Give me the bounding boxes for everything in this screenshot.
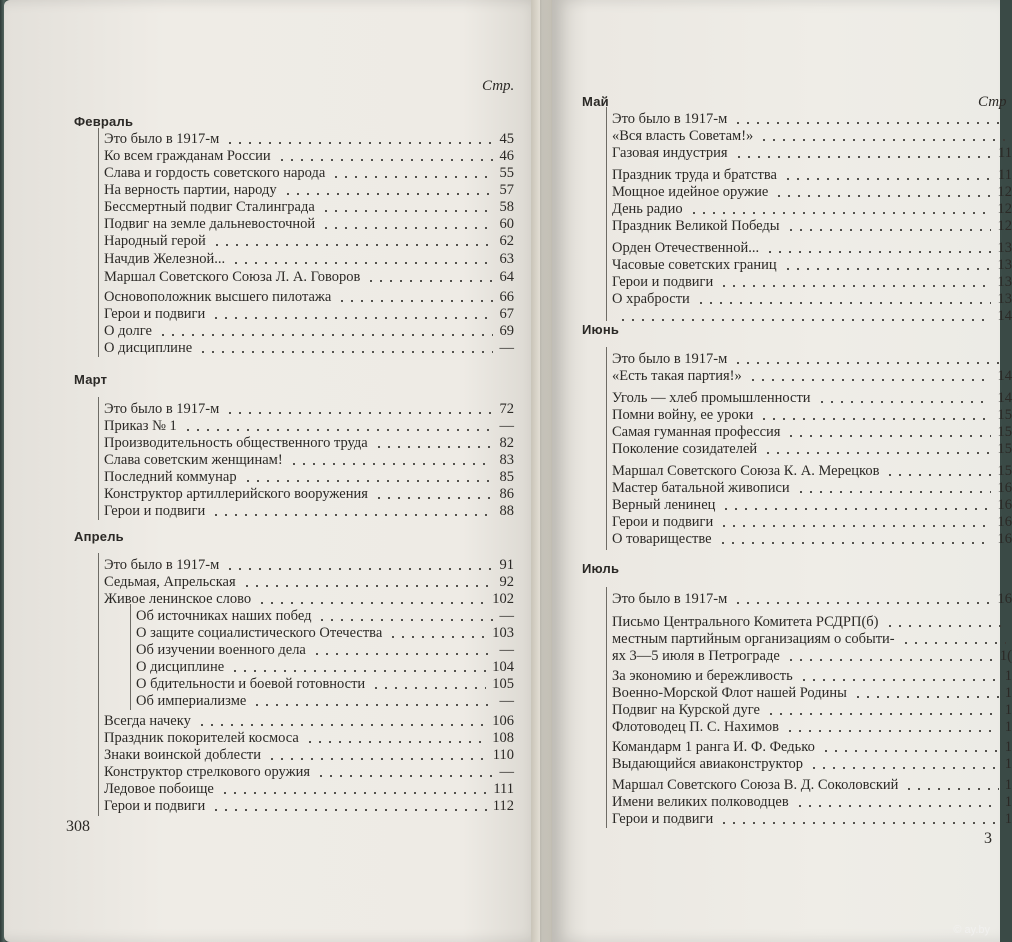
toc-entry-title: Бессмертный подвиг Сталинграда (104, 199, 315, 215)
dot-leader (225, 412, 493, 414)
toc-entry-title: День радио (612, 201, 683, 217)
dot-leader (366, 280, 493, 282)
dot-leader (374, 446, 493, 448)
toc-entry-page: 82 (499, 435, 514, 451)
toc-entry-title: Подвиг на Курской дуге (612, 702, 760, 718)
toc-entry-page: 63 (499, 251, 514, 267)
toc-entry-title: Седьмая, Апрельская (104, 574, 236, 590)
toc-entry-title: Маршал Советского Союза К. А. Мерецков (612, 463, 880, 479)
toc-entry-page: 111 (493, 781, 514, 797)
dot-leader (795, 805, 999, 807)
toc-entry (104, 729, 514, 747)
toc-entry (612, 200, 1012, 218)
toc-entry-page: — (499, 608, 514, 624)
toc-entry-page: 13 (997, 274, 1012, 290)
toc-entry (136, 607, 514, 625)
toc-entry-title: ях 3—5 июля в Петрограде (612, 648, 780, 664)
toc-entry-page: 91 (499, 557, 514, 573)
toc-entry-title: Это было в 1917-м (104, 557, 220, 573)
toc-entry-title: Праздник покорителей космоса (104, 730, 299, 746)
toc-entry (136, 675, 514, 693)
left-page (4, 0, 544, 942)
dot-leader (733, 602, 991, 604)
toc-entry (104, 451, 514, 469)
toc-entry-page: 57 (499, 182, 514, 198)
dot-leader (257, 602, 486, 604)
toc-entry (104, 712, 514, 730)
toc-entry-title: О товариществе (612, 531, 712, 547)
toc-entry-page: 12 (997, 218, 1012, 234)
toc-entry (104, 250, 514, 268)
toc-entry (104, 502, 514, 520)
toc-entry (612, 350, 1012, 368)
toc-entry (104, 746, 514, 764)
toc-entry-title: Всегда начеку (104, 713, 191, 729)
toc-entry-title: Основоположник высшего пилотажа (104, 289, 332, 305)
toc-entry (612, 367, 1012, 385)
dot-leader (763, 452, 991, 454)
toc-entry-page: 58 (499, 199, 514, 215)
toc-bracket-line (98, 397, 99, 520)
toc-entry-page: 1 (1004, 719, 1012, 735)
toc-entry-page: 64 (499, 269, 514, 285)
toc-entry-page: 110 (492, 747, 514, 763)
dot-leader (766, 713, 999, 715)
toc-entry-page: 15 (997, 463, 1012, 479)
toc-entry-title: За экономию и бережливость (612, 668, 793, 684)
toc-entry-page: 1 (1004, 702, 1012, 718)
dot-leader (786, 229, 991, 231)
toc-entry-title: О дисциплине (104, 340, 193, 356)
left-page-number: 308 (66, 818, 90, 835)
toc-entry (612, 166, 1012, 184)
dot-leader (198, 351, 493, 353)
toc-entry (612, 667, 1012, 685)
dot-leader (212, 244, 493, 246)
dot-leader (371, 687, 486, 689)
toc-entry-title: О долге (104, 323, 152, 339)
month-heading: Февраль (74, 114, 134, 129)
toc-entry-title: «Вся власть Советам!» (612, 128, 754, 144)
dot-leader (242, 585, 493, 587)
toc-entry (612, 647, 1012, 665)
toc-entry-page: 1 (1004, 756, 1012, 772)
toc-entry (104, 232, 514, 250)
dot-leader (786, 435, 991, 437)
toc-entry-page: 13 (997, 240, 1012, 256)
dot-leader (719, 525, 991, 527)
toc-entry-title: Герои и подвиги (612, 274, 714, 290)
toc-entry-title: Мастер батальной живописи (612, 480, 790, 496)
month-heading: Май (582, 94, 609, 109)
dot-leader (821, 750, 999, 752)
dot-leader (283, 193, 493, 195)
toc-entry-title: Конструктор стрелкового оружия (104, 764, 311, 780)
toc-entry (612, 256, 1012, 274)
toc-entry (104, 763, 514, 781)
toc-entry-page: 45 (499, 131, 514, 147)
toc-entry-title: Герои и подвиги (104, 503, 206, 519)
toc-entry-page: 106 (492, 713, 514, 729)
toc-entry-title: Письмо Центрального Комитета РСДРП(б) (612, 614, 879, 630)
toc-bracket-line (606, 587, 607, 828)
toc-entry (612, 290, 1012, 308)
dot-leader (243, 480, 493, 482)
toc-entry-title: Флотоводец П. С. Нахимов (612, 719, 780, 735)
month-heading: Июль (582, 561, 620, 576)
toc-entry (612, 144, 1012, 162)
toc-entry-title: Начдив Железной... (104, 251, 226, 267)
toc-entry (104, 400, 514, 418)
toc-entry-page: 14 (997, 308, 1012, 324)
dot-leader (277, 159, 493, 161)
toc-entry (612, 183, 1012, 201)
dot-leader (799, 679, 999, 681)
toc-entry-page: 102 (492, 591, 514, 607)
toc-entry-title: Это было в 1917-м (612, 591, 728, 607)
toc-entry-page: — (499, 418, 514, 434)
dot-leader (817, 401, 991, 403)
toc-entry (612, 462, 1012, 480)
column-label-str: Стр. (482, 78, 515, 94)
dot-leader (721, 508, 991, 510)
dot-leader (696, 302, 991, 304)
toc-entry (104, 198, 514, 216)
toc-entry (104, 556, 514, 574)
toc-entry (136, 624, 514, 642)
toc-entry-title: Уголь — хлеб промышленности (612, 390, 811, 406)
dot-leader (786, 659, 994, 661)
toc-entry-title: местным партийным организациям о событи- (612, 631, 895, 647)
toc-entry-title: Об изучении военного дела (136, 642, 306, 658)
toc-entry (612, 239, 1012, 257)
dot-leader (718, 542, 991, 544)
dot-leader (321, 210, 493, 212)
toc-entry (612, 810, 1012, 828)
toc-entry-title: Это было в 1917-м (612, 111, 728, 127)
toc-entry-page: 13 (997, 291, 1012, 307)
toc-entry-page: — (499, 340, 514, 356)
month-heading: Апрель (74, 529, 124, 544)
toc-entry (104, 339, 514, 357)
toc-entry (612, 406, 1012, 424)
toc-bracket-line (98, 553, 99, 816)
dot-leader (783, 268, 991, 270)
toc-entry-page: 103 (492, 625, 514, 641)
toc-entry-title: Слава советским женщинам! (104, 452, 283, 468)
right-page-number: 3 (984, 830, 992, 847)
toc-entry (104, 590, 514, 608)
dot-leader (305, 741, 486, 743)
dot-leader (796, 491, 991, 493)
toc-entry (612, 307, 1012, 325)
toc-entry-title: Об империализме (136, 693, 247, 709)
toc-entry (612, 613, 1012, 631)
column-label-str-right: Стр (978, 94, 1007, 110)
dot-leader (853, 696, 999, 698)
toc-entry (612, 513, 1012, 531)
toc-entry (612, 273, 1012, 291)
dot-leader (901, 642, 1006, 644)
toc-entry-title: Герои и подвиги (104, 798, 206, 814)
toc-entry-title: Маршал Советского Союза Л. А. Говоров (104, 269, 361, 285)
dot-leader (211, 514, 493, 516)
toc-entry-title: Подвиг на земле дальневосточной (104, 216, 316, 232)
dot-leader (211, 809, 487, 811)
toc-bracket-line (606, 347, 607, 550)
toc-entry-title: Праздник труда и братства (612, 167, 777, 183)
toc-entry-page: 108 (492, 730, 514, 746)
dot-leader (289, 463, 493, 465)
toc-entry-page: 83 (499, 452, 514, 468)
watermark: © ay.by (953, 924, 990, 936)
dot-leader (783, 178, 992, 180)
dot-leader (885, 474, 991, 476)
toc-bracket-line (130, 604, 131, 710)
toc-entry (612, 776, 1012, 794)
dot-leader (774, 195, 991, 197)
toc-entry-page: 14 (997, 368, 1012, 384)
toc-entry-title: Это было в 1917-м (104, 401, 220, 417)
toc-entry (104, 797, 514, 815)
toc-entry-page: 16 (997, 514, 1012, 530)
toc-entry (612, 630, 1012, 648)
month-heading: Март (74, 372, 108, 387)
toc-entry (136, 692, 514, 710)
dot-leader (225, 142, 493, 144)
toc-entry-page: 1 (1004, 685, 1012, 701)
toc-entry-page: 1 (1004, 794, 1012, 810)
toc-entry-title: О храбрости (612, 291, 690, 307)
toc-entry-title: Часовые советских границ (612, 257, 777, 273)
dot-leader (183, 429, 493, 431)
toc-bracket-line (98, 128, 99, 357)
dot-leader (267, 758, 487, 760)
toc-entry-page: 15 (997, 407, 1012, 423)
dot-leader (158, 334, 493, 336)
toc-entry (104, 305, 514, 323)
dot-leader (316, 775, 493, 777)
toc-entry-title: Это было в 1917-м (104, 131, 220, 147)
toc-entry-title: Имени великих полководцев (612, 794, 789, 810)
toc-entry (104, 288, 514, 306)
toc-entry-page: 12 (997, 184, 1012, 200)
toc-entry-title: Маршал Советского Союза В. Д. Соколовский (612, 777, 899, 793)
toc-entry-page: 67 (499, 306, 514, 322)
toc-entry-page: 15 (997, 441, 1012, 457)
toc-entry-page: 86 (499, 486, 514, 502)
toc-entry-title: Помни войну, ее уроки (612, 407, 754, 423)
toc-entry (612, 127, 1012, 145)
dot-leader (689, 212, 991, 214)
dot-leader (317, 619, 493, 621)
toc-entry (104, 268, 514, 286)
toc-entry-title: Ледовое побоище (104, 781, 214, 797)
toc-entry-title: Герои и подвиги (104, 306, 206, 322)
toc-entry-page: 66 (499, 289, 514, 305)
toc-entry-title: Газовая индустрия (612, 145, 728, 161)
dot-leader (719, 285, 991, 287)
dot-leader (748, 379, 991, 381)
toc-entry-page: 104 (492, 659, 514, 675)
toc-entry (612, 718, 1012, 736)
dot-leader (331, 176, 493, 178)
toc-entry-title: Ко всем гражданам России (104, 148, 271, 164)
toc-entry-title: Приказ № 1 (104, 418, 177, 434)
dot-leader (809, 767, 999, 769)
toc-entry-title: О бдительности и боевой готовности (136, 676, 366, 692)
toc-entry (612, 479, 1012, 497)
dot-leader (220, 792, 487, 794)
toc-entry-title: Верный ленинец (612, 497, 716, 513)
toc-entry-page: 1 (1004, 668, 1012, 684)
dot-leader (765, 251, 991, 253)
toc-entry (612, 110, 1012, 128)
toc-entry (136, 658, 514, 676)
toc-entry-title: На верность партии, народу (104, 182, 277, 198)
toc-entry (612, 496, 1012, 514)
toc-entry-page: 92 (499, 574, 514, 590)
toc-entry-page: 16 (997, 591, 1012, 607)
dot-leader (785, 730, 999, 732)
dot-leader (733, 362, 1006, 364)
toc-entry-page: 14 (997, 390, 1012, 406)
dot-leader (885, 625, 1006, 627)
dot-leader (759, 418, 991, 420)
toc-entry (612, 440, 1012, 458)
toc-entry (612, 530, 1012, 548)
toc-entry (612, 423, 1012, 441)
toc-entry (104, 780, 514, 798)
toc-entry-title: Живое ленинское слово (104, 591, 252, 607)
right-page (552, 0, 1012, 942)
dot-leader (197, 724, 486, 726)
toc-entry-page: 55 (499, 165, 514, 181)
toc-entry (612, 217, 1012, 235)
toc-entry-page: — (499, 642, 514, 658)
toc-entry (104, 164, 514, 182)
toc-entry-page: 16 (997, 531, 1012, 547)
toc-entry-title: Слава и гордость советского народа (104, 165, 326, 181)
toc-entry-page: — (499, 764, 514, 780)
toc-entry (104, 181, 514, 199)
toc-entry-title: Народный герой (104, 233, 206, 249)
toc-entry (104, 573, 514, 591)
month-heading: Июнь (582, 322, 620, 337)
toc-entry-title: Военно-Морской Флот нашей Родины (612, 685, 847, 701)
toc-entry-title: Выдающийся авиаконструктор (612, 756, 804, 772)
toc-entry-title: Знаки воинской доблести (104, 747, 261, 763)
dot-leader (733, 122, 1006, 124)
toc-entry (612, 684, 1012, 702)
toc-entry-title: Последний коммунар (104, 469, 237, 485)
toc-entry-page: — (499, 693, 514, 709)
dot-leader (231, 262, 493, 264)
toc-entry-page: 112 (492, 798, 514, 814)
dot-leader (211, 317, 493, 319)
toc-entry-title: Производительность общественного труда (104, 435, 368, 451)
dot-leader (230, 670, 486, 672)
toc-entry-title: Орден Отечественной... (612, 240, 760, 256)
toc-entry-page: 46 (499, 148, 514, 164)
dot-leader (759, 139, 1006, 141)
dot-leader (618, 319, 991, 321)
dot-leader (252, 704, 493, 706)
toc-entry-page: 1( (999, 648, 1012, 664)
dot-leader (337, 300, 493, 302)
dot-leader (734, 156, 992, 158)
toc-entry-title: Командарм 1 ранга И. Ф. Федько (612, 739, 815, 755)
dot-leader (374, 497, 493, 499)
toc-entry-title: Герои и подвиги (612, 514, 714, 530)
toc-entry-page: 69 (499, 323, 514, 339)
toc-entry-page: 60 (499, 216, 514, 232)
toc-entry-title: Самая гуманная профессия (612, 424, 781, 440)
toc-entry-title: О дисциплине (136, 659, 225, 675)
toc-entry-page: 13 (997, 257, 1012, 273)
toc-entry-page: 16 (997, 497, 1012, 513)
toc-entry (104, 434, 514, 452)
toc-entry (612, 590, 1012, 608)
toc-entry (104, 130, 514, 148)
toc-entry (136, 641, 514, 659)
toc-entry-page: 72 (499, 401, 514, 417)
toc-entry-title: Это было в 1917-м (612, 351, 728, 367)
toc-entry-page: 85 (499, 469, 514, 485)
toc-entry (104, 322, 514, 340)
toc-entry-page: 15 (997, 424, 1012, 440)
toc-entry-title: Праздник Великой Победы (612, 218, 780, 234)
toc-entry-page: 11 (998, 145, 1012, 161)
toc-entry (104, 417, 514, 435)
toc-entry-page: 12 (997, 201, 1012, 217)
toc-entry-title: «Есть такая партия!» (612, 368, 742, 384)
dot-leader (904, 788, 999, 790)
toc-entry (612, 738, 1012, 756)
toc-entry (104, 147, 514, 165)
toc-entry (104, 215, 514, 233)
toc-entry-title: Поколение созидателей (612, 441, 758, 457)
toc-entry-page: 1 (1004, 777, 1012, 793)
toc-entry-page: 11 (998, 167, 1012, 183)
toc-entry-page: 16 (997, 480, 1012, 496)
toc-entry-title: Герои и подвиги (612, 811, 714, 827)
toc-entry-page: 62 (499, 233, 514, 249)
toc-entry (612, 793, 1012, 811)
dot-leader (312, 653, 493, 655)
toc-entry-title: Об источниках наших побед (136, 608, 312, 624)
dot-leader (388, 636, 486, 638)
toc-entry-title: Мощное идейное оружие (612, 184, 769, 200)
toc-entry (104, 468, 514, 486)
toc-entry (612, 755, 1012, 773)
toc-bracket-line (606, 107, 607, 321)
dot-leader (719, 822, 999, 824)
dot-leader (225, 568, 493, 570)
toc-entry-title: Конструктор артиллерийского вооружения (104, 486, 368, 502)
toc-entry-page: 1 (1004, 739, 1012, 755)
toc-entry (612, 389, 1012, 407)
toc-entry-title: О защите социалистического Отечества (136, 625, 383, 641)
dot-leader (321, 227, 493, 229)
toc-entry-page: 1 (1004, 811, 1012, 827)
toc-entry (104, 485, 514, 503)
toc-entry-page: 88 (499, 503, 514, 519)
toc-entry (612, 701, 1012, 719)
toc-entry-page: 105 (492, 676, 514, 692)
